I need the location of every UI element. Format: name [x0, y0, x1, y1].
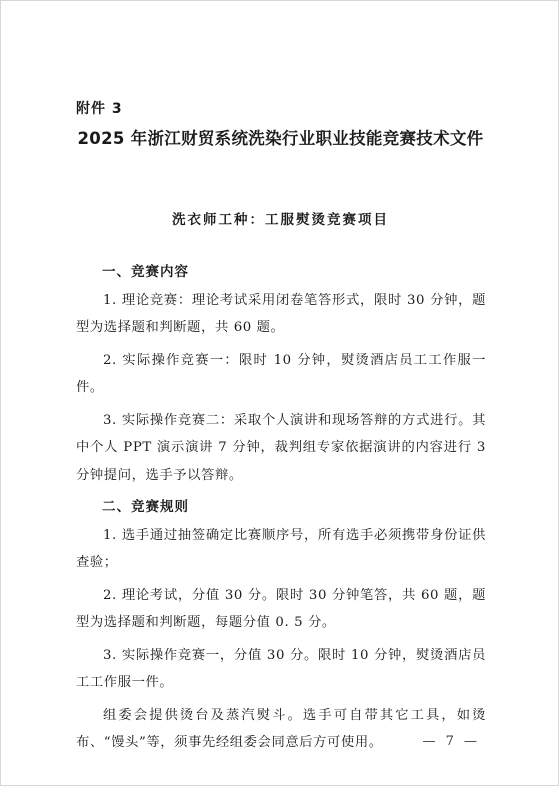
section-heading-contents: 一、竞赛内容 [102, 264, 189, 280]
paragraph: 组委会提供烫台及蒸汽熨斗。选手可自带其它工具，如烫布、“馒头”等，须事先经组委会同意后方可使用。 [76, 707, 486, 750]
document-title: 2025 年浙江财贸系统洗染行业职业技能竞赛技术文件 [77, 129, 484, 148]
paragraph: 3. 实际操作竞赛一，分值 30 分。限时 10 分钟，熨烫酒店员工工作服一件。 [76, 647, 486, 690]
paragraph: 1. 选手通过抽签确定比赛顺序号，所有选手必须携带身份证供查验； [76, 527, 486, 570]
document-body [76, 259, 486, 762]
paragraph: 1. 理论竞赛：理论考试采用闭卷笔答形式，限时 30 分钟，题型为选择题和判断题，共 60 题。 [76, 292, 486, 335]
page-number: — 7 — [422, 734, 480, 749]
section-heading-rules: 二、竞赛规则 [102, 499, 189, 515]
paragraph: 2. 理论考试，分值 30 分。限时 30 分钟笔答，共 60 题，题型为选择题和判断题，每题分值 0. 5 分。 [76, 587, 486, 630]
paragraph: 2. 实际操作竞赛一：限时 10 分钟，熨烫酒店员工工作服一件。 [76, 352, 486, 395]
document-subtitle: 洗衣师工种：工服熨烫竞赛项目 [172, 212, 389, 228]
paragraph: 3. 实际操作竞赛二：采取个人演讲和现场答辩的方式进行。其中个人 PPT 演示演讲 7 分钟，裁判组专家依据演讲的内容进行 3 分钟提问，选手予以答辩。 [76, 412, 486, 483]
attachment-label: 附件 3 [76, 101, 123, 117]
